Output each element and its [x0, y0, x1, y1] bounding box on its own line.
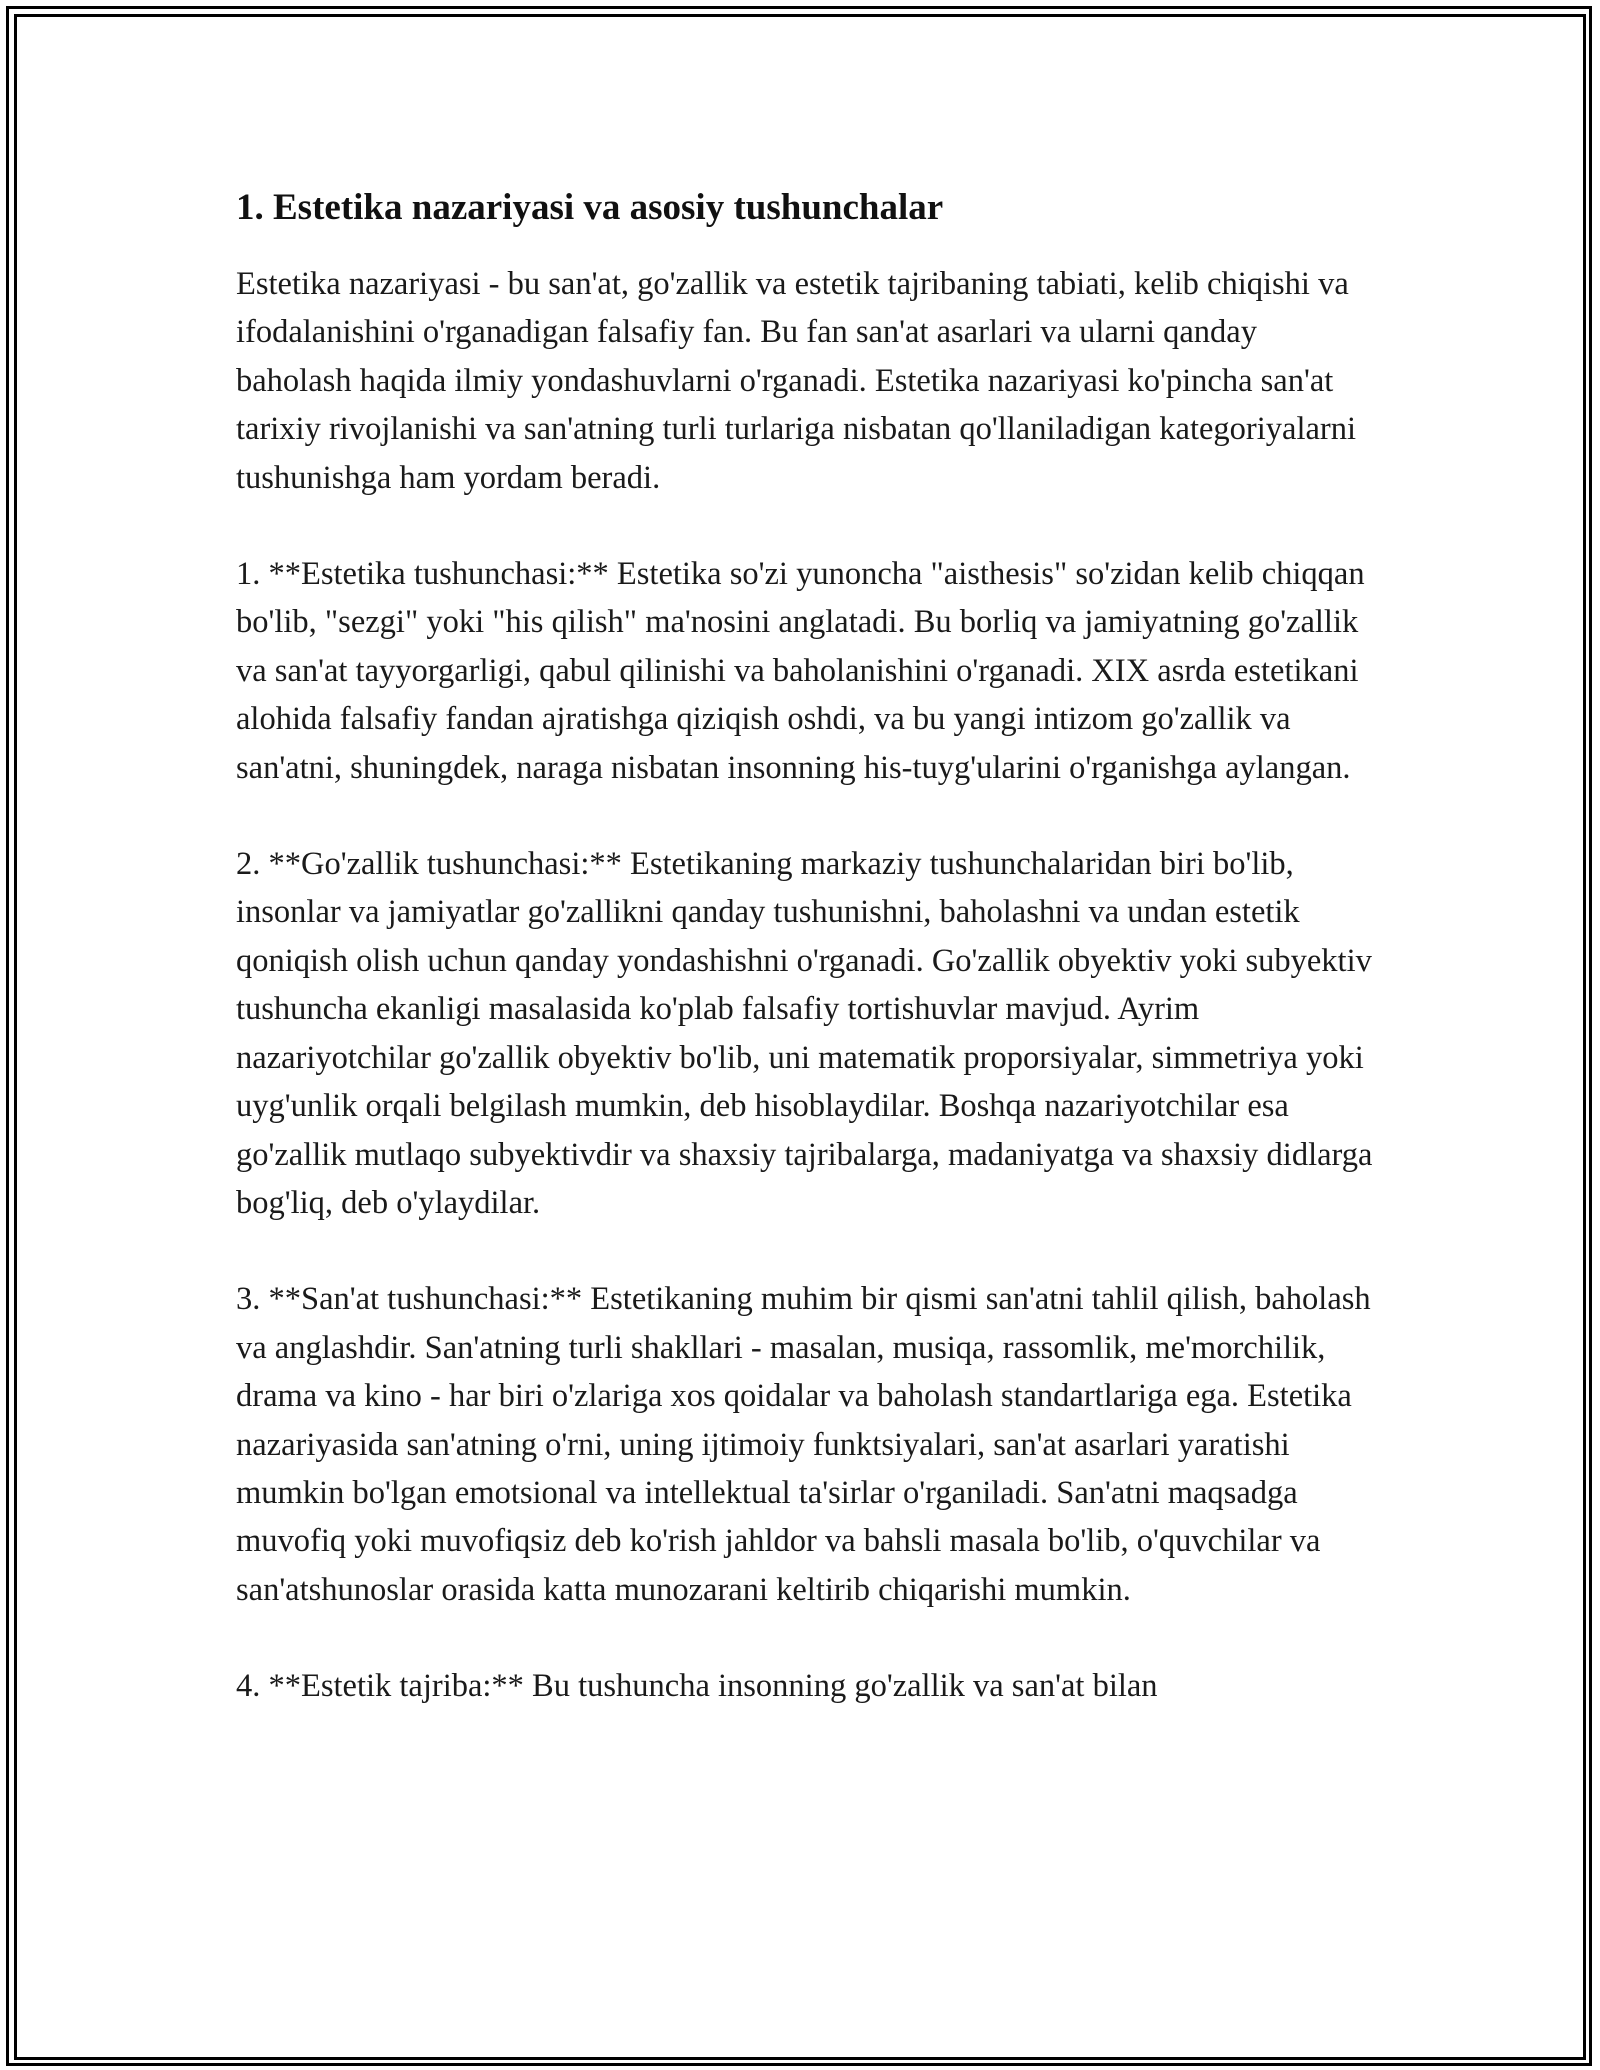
- paragraph-gozallik-tushunchasi: 2. **Go'zallik tushunchasi:** Estetikaning markaziy tushunchalaridan biri bo'lib, insonlar va jamiyatlar go'zallikni qanday tushunishni, baholashni va undan estetik qoniqish olish uchun qanday yondashishni o'rganadi. Go'zallik obyektiv yoki subyektiv tushuncha ekanligi masalasida ko'plab falsafiy tortishuvlar mavjud. Ayrim nazariyotchilar go'zallik obyektiv bo'lib, uni matematik proporsiyalar, simmetriya yoki uyg'unlik orqali belgilash mumkin, deb hisoblaydilar. Boshqa nazariyotchilar esa go'zallik mutlaqo subyektivdir va shaxsiy tajribalarga, madaniyatga va shaxsiy didlarga bog'liq, deb o'ylaydilar.: [236, 846, 1373, 1221]
- paragraph-sanat-tushunchasi: 3. **San'at tushunchasi:** Estetikaning muhim bir qismi san'atni tahlil qilish, baholash va anglashdir. San'atning turli shakllari - masalan, musiqa, rassomlik, me'morchilik, drama va kino - har biri o'zlariga xos qoidalar va baholash standartlariga ega. Estetika nazariyasida san'atning o'rni, uning ijtimoiy funktsiyalari, san'at asarlari yaratishi mumkin bo'lgan emotsional va intellektual ta'sirlar o'rganiladi. San'atni maqsadga muvofiq yoki muvofiqsiz deb ko'rish jahldor va bahsli masala bo'lib, o'quvchilar va san'atshunoslar orasida katta munozarani keltirib chiqarishi mumkin.: [236, 1281, 1371, 1608]
- paragraph-estetika-tushunchasi: 1. **Estetika tushunchasi:** Estetika so'zi yunoncha "aisthesis" so'zidan kelib chiqqan bo'lib, "sezgi" yoki "his qilish" ma'nosini anglatadi. Bu borliq va jamiyatning go'zallik va san'at tayyorgarligi, qabul qilinishi va baholanishini o'rganadi. XIX asrda estetikani alohida falsafiy fandan ajratishga qiziqish oshdi, va bu yangi intizom go'zallik va san'atni, shuningdek, naraga nisbatan insonning his-tuyg'ularini o'rganishga aylangan.: [236, 556, 1365, 786]
- document-page: [236, 184, 1376, 1759]
- document-title: 1. Estetika nazariyasi va asosiy tushunchalar: [236, 187, 944, 228]
- paragraph-estetik-tajriba: 4. **Estetik tajriba:** Bu tushuncha insonning go'zallik va san'at bilan: [236, 1668, 1158, 1705]
- paragraph-intro: Estetika nazariyasi - bu san'at, go'zallik va estetik tajribaning tabiati, kelib chiqishi va ifodalanishini o'rganadigan falsafiy fan. Bu fan san'at asarlari va ularni qanday baholash haqida ilmiy yondashuvlarni o'rganadi. Estetika nazariyasi ko'pincha san'at tarixiy rivojlanishi va san'atning turli turlariga nisbatan qo'llaniladigan kategoriyalarni tushunishga ham yordam beradi.: [236, 266, 1357, 496]
